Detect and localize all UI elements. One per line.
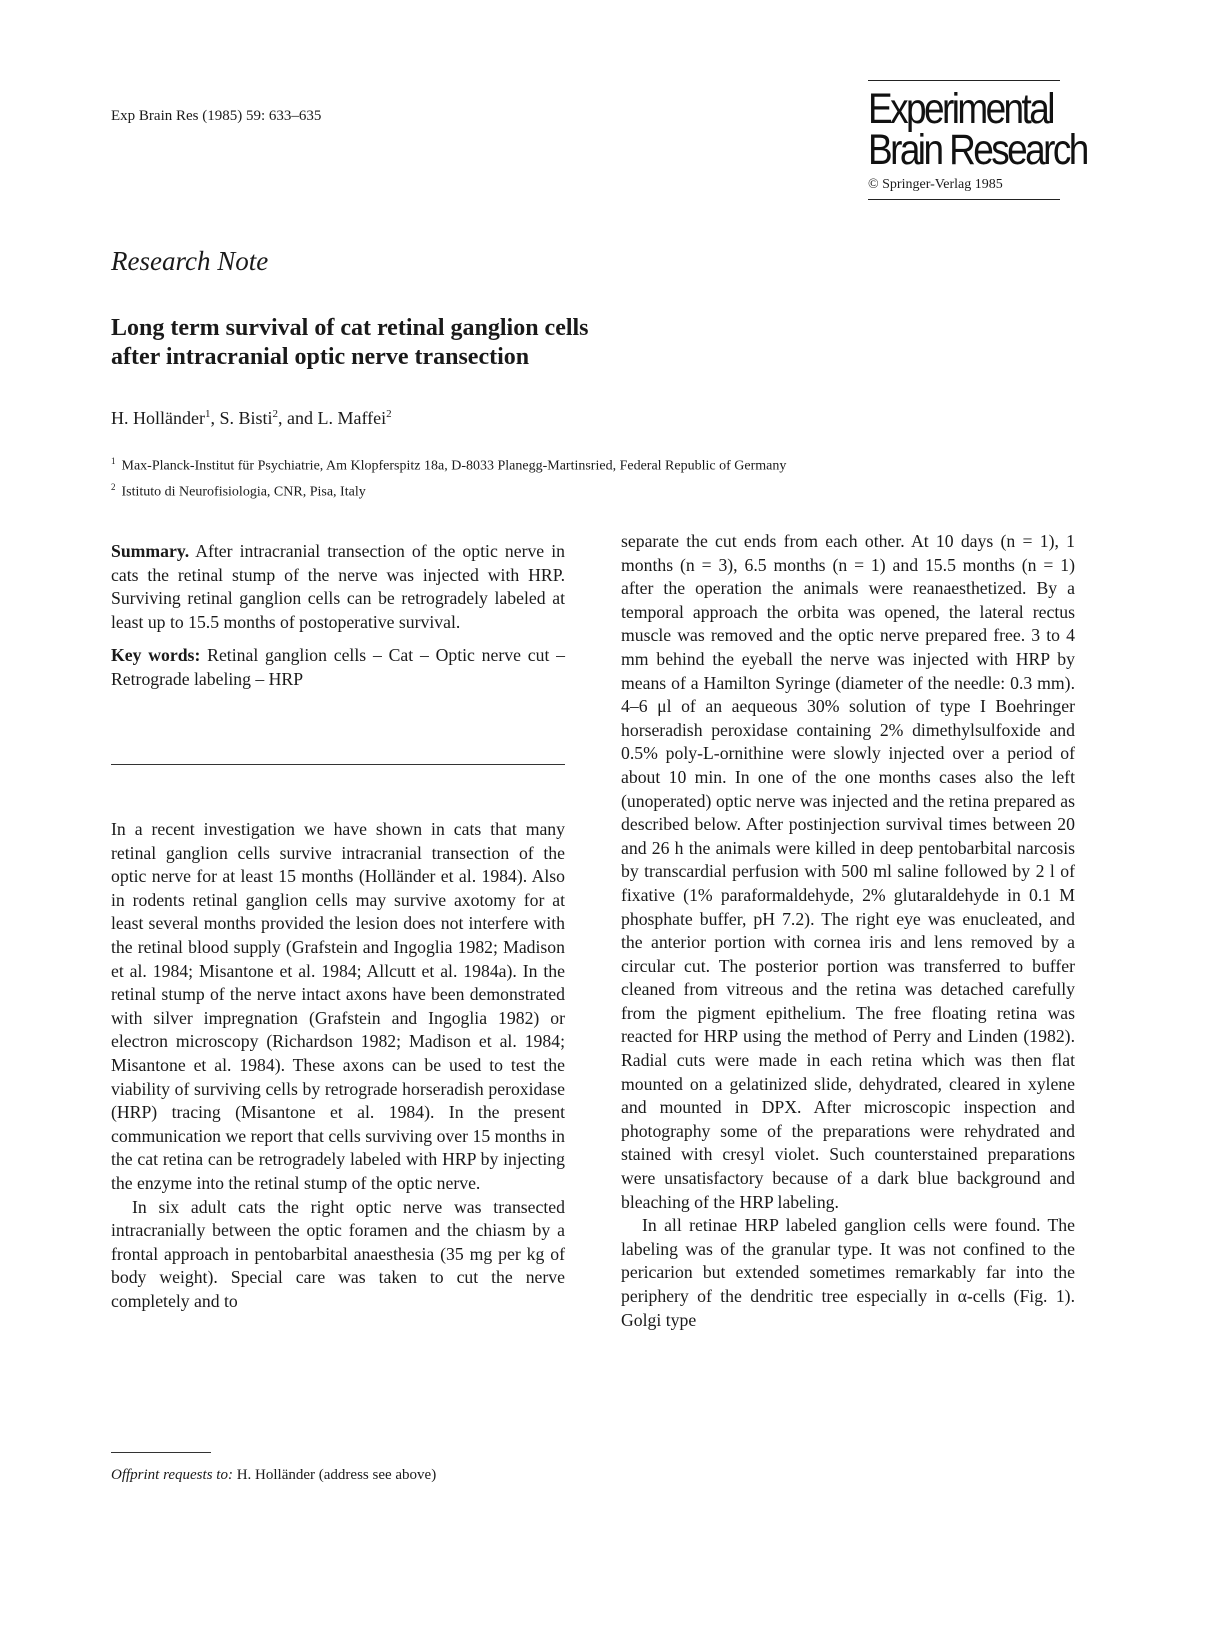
journal-logo-block [868, 80, 1087, 200]
author-2-affil: 2 [272, 408, 279, 420]
summary-label: Summary. [111, 541, 190, 561]
footnote-label: Offprint requests to: [111, 1467, 233, 1483]
author-1-affil: 1 [204, 408, 211, 420]
author-2: , S. Bisti [210, 408, 273, 428]
abstract-divider [111, 764, 565, 765]
summary-text: After intracranial transection of the optic nerve in cats the retinal stump of the nerve was injected with HRP. Surviving retinal ganglion cells can be retrogradely labeled at least up to 15.5 months of postoperative survival. [111, 541, 565, 632]
abstract-block [111, 540, 565, 692]
keywords-label: Key words: [111, 645, 201, 666]
copyright: © Springer-Verlag 1985 [868, 177, 1003, 192]
footnote-rule [111, 1452, 211, 1453]
article-title [111, 314, 589, 372]
author-3-affil: 2 [386, 408, 392, 420]
title-line-1: Long term survival of cat retinal ganglion cells [111, 315, 589, 341]
keywords-text: Retinal ganglion cells – Cat – Optic nerve cut – Retrograde labeling – HRP [111, 645, 566, 689]
journal-citation: Exp Brain Res (1985) 59: 633–635 [111, 108, 322, 124]
body-paragraph: In all retinae HRP labeled ganglion cells were found. The labeling was of the granular type. It was not confined to the pericarion but extended sometimes remarkably far into the periphery of the dendritic tree especially in α-cells (Fig. 1). Golgi type [621, 1215, 1075, 1330]
journal-name [868, 85, 1087, 174]
keywords-paragraph [111, 644, 565, 691]
journal-bottom-rule [868, 199, 1060, 200]
journal-name-line1: Experimental [868, 85, 1053, 133]
title-line-2: after intracranial optic nerve transection [111, 344, 530, 370]
journal-top-rule [868, 80, 1060, 81]
body-paragraph: In six adult cats the right optic nerve was transected intracranially between the optic foramen and the chiasm by a frontal approach in pentobarbital anaesthesia (35 mg per kg of body weight). Special care was taken to cut the nerve completely and to [111, 1196, 565, 1311]
footnote-text: H. Holländer (address see above) [232, 1467, 437, 1483]
offprint-footnote [111, 1467, 436, 1484]
section-label: Research Note [111, 246, 269, 276]
affiliation-2: $^2$ Istituto di Neurofisiologia, CNR, Pisa, Italy [111, 481, 366, 500]
affiliation-1: $^1$ Max-Planck-Institut für Psychiatrie, Am Klopferspitz 18a, D-8033 Planegg-Martinsried, Federal Republic of Germany [111, 456, 787, 474]
body-column-right [621, 530, 1075, 1332]
summary-paragraph [111, 540, 565, 634]
body-column-left [111, 818, 565, 1313]
body-paragraph: In a recent investigation we have shown in cats that many retinal ganglion cells survive intracranial transection of the optic nerve for at least 15 months (Holländer et al. 1984). Also in rodents retinal ganglion cells may survive axotomy for at least several months provided the lesion does not interfere with the retinal blood supply (Grafstein and Ingoglia 1982; Madison et al. 1984; Misantone et al. 1984; Allcutt et al. 1984a). In the retinal stump of the nerve intact axons have been demonstrated with silver impregnation (Grafstein and Ingoglia 1982) or electron microscopy (Richardson 1982; Madison et al. 1984; Misantone et al. 1984). These axons can be used to test the viability of surviving cells by retrograde horseradish peroxidase (HRP) tracing (Misantone et al. 1984). In the present communication we report that cells surviving over 15 months in the cat retina can be retrogradely labeled with HRP by injecting the enzyme into the retinal stump of the optic nerve. [111, 819, 565, 1193]
journal-name-line2: Brain Research [868, 126, 1087, 174]
author-1: H. Holländer [111, 408, 205, 428]
author-list [111, 408, 392, 429]
author-3: , and L. Maffei [278, 408, 387, 428]
body-paragraph: separate the cut ends from each other. At 10 days (n = 1), 1 months (n = 3), 6.5 months (n = 1) and 15.5 months (n = 1) after the operation the animals were reanaesthetized. By a temporal approach the orbita was opened, the lateral rectus muscle was removed and the optic nerve prepared free. 3 to 4 mm behind the eyeball the nerve was injected with HRP by means of a Hamilton Syringe (diameter of the needle: 0.3 mm). 4–6 μl of an aequeous 30% solution of type I Boehringer horseradish peroxidase containing 2% dimethylsulfoxide and 0.5% poly-L-ornithine were slowly injected over a period of about 10 min. In one of the one months cases also the left (unoperated) optic nerve was injected and the retina prepared as described below. After postinjection survival times between 20 and 26 h the animals were killed in deep pentobarbital narcosis by transcardial perfusion with 500 ml saline followed by 2 l of fixative (1% paraformaldehyde, 2% glutaraldehyde in 0.1 M phosphate buffer, pH 7.2). The right eye was enucleated, and the anterior portion with cornea iris and lens removed by a circular cut. The posterior portion was transferred to buffer cleaned from vitreous and the retina was detached carefully from the pigment epithelium. The free floating retina was reacted for HRP using the method of Perry and Linden (1982). Radial cuts were made in each retina which was then flat mounted on a gelatinized slide, dehydrated, cleared in xylene and mounted in DPX. After microscopic inspection and photography some of the preparations were rehydrated and stained with cresyl violet. Such counterstained preparations were unsatisfactory because of a dark blue background and bleaching of the HRP labeling. [621, 531, 1075, 1212]
affiliations [111, 451, 786, 502]
